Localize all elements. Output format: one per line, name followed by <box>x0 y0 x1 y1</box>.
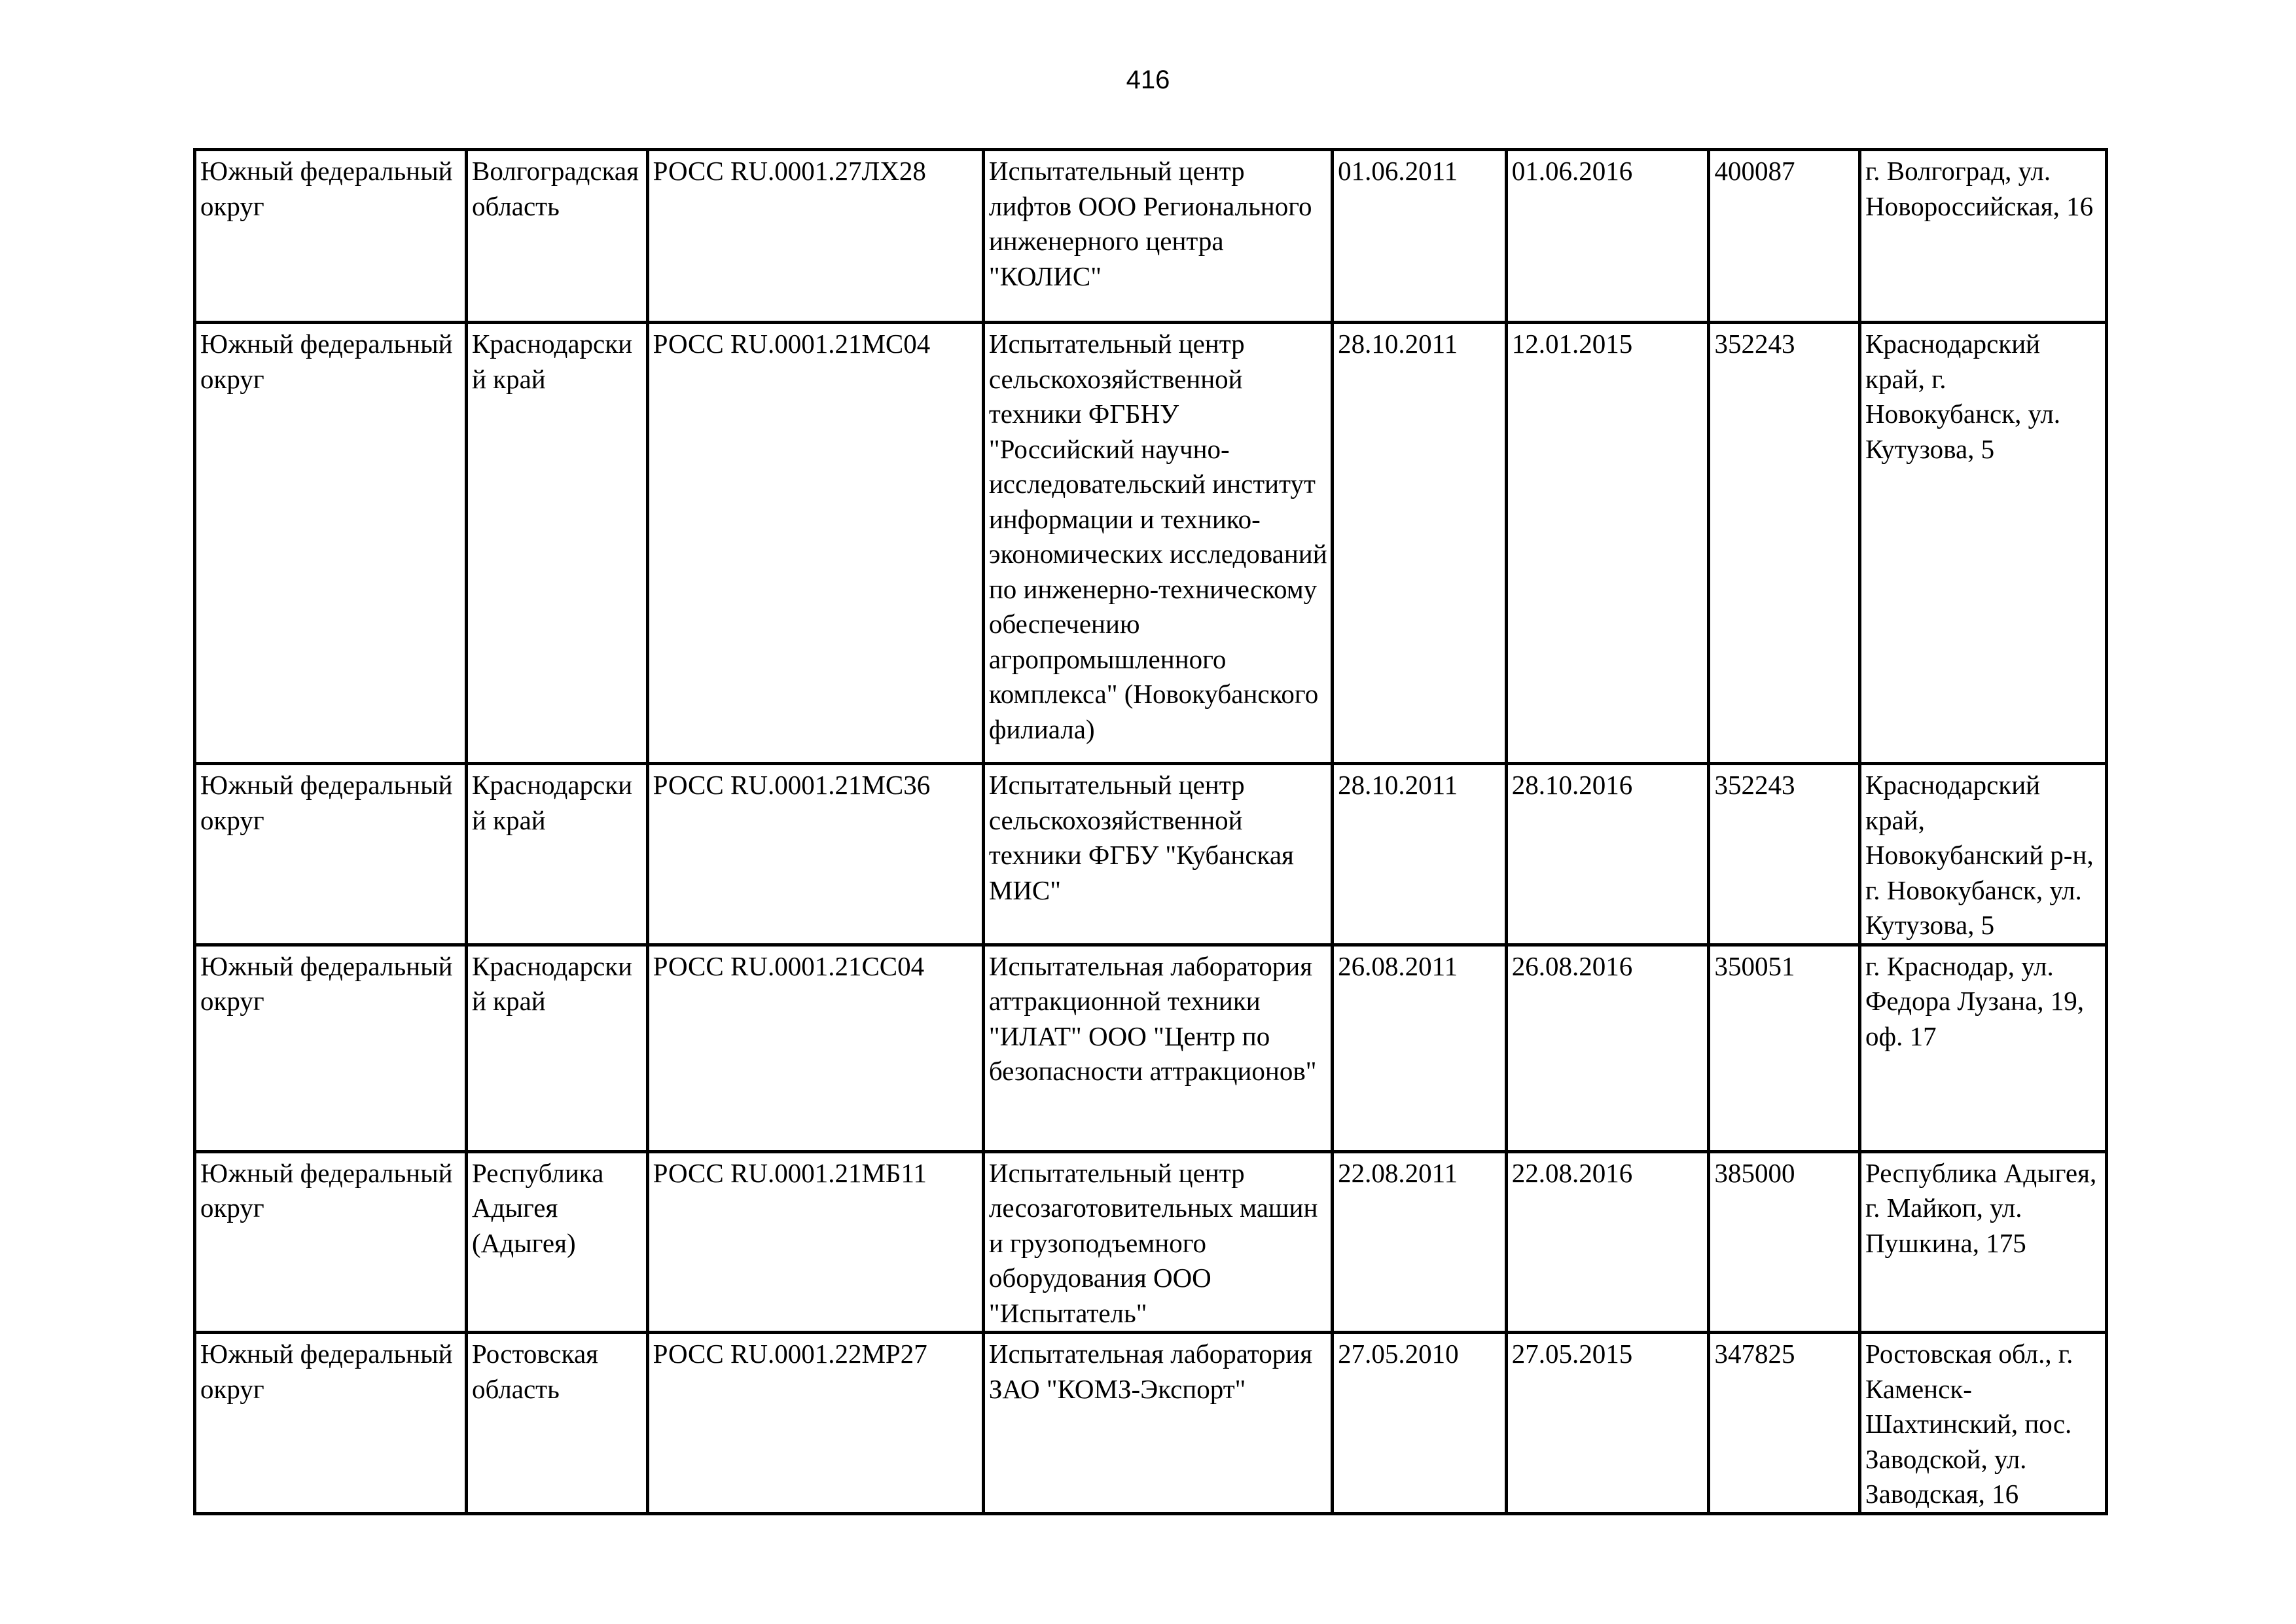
address-cell: г. Волгоград, ул. Новороссийская, 16 <box>1860 150 2107 323</box>
region-cell: Краснодарский край <box>466 323 647 764</box>
registry-table <box>193 148 2108 1515</box>
table-row <box>195 1333 2107 1514</box>
certificate-cell: РОСС RU.0001.21СС04 <box>647 945 983 1151</box>
name-cell: Испытательный центр лифтов ООО Регионального инженерного центра "КОЛИС" <box>983 150 1332 323</box>
district-cell: Южный федеральный округ <box>195 1333 467 1514</box>
certificate-cell: РОСС RU.0001.22МР27 <box>647 1333 983 1514</box>
name-cell: Испытательный центр сельскохозяйственной техники ФГБНУ "Российский научно-исследовательский институт информации и технико-экономических исследований по инженерно-техническому обеспечению агропромышленного комплекса" (Новокубанского филиала) <box>983 323 1332 764</box>
date-issued-cell: 28.10.2011 <box>1333 764 1507 945</box>
region-cell: Ростовская область <box>466 1333 647 1514</box>
region-cell: Волгоградская область <box>466 150 647 323</box>
page-number: 416 <box>1126 65 1170 94</box>
postal-index-cell: 352243 <box>1709 323 1860 764</box>
postal-index-cell: 352243 <box>1709 764 1860 945</box>
name-cell: Испытательная лаборатория аттракционной техники "ИЛАТ" ООО "Центр по безопасности аттракционов" <box>983 945 1332 1151</box>
certificate-cell: РОСС RU.0001.21МС36 <box>647 764 983 945</box>
postal-index-cell: 385000 <box>1709 1151 1860 1333</box>
date-issued-cell: 22.08.2011 <box>1333 1151 1507 1333</box>
table-row <box>195 764 2107 945</box>
name-cell: Испытательный центр лесозаготовительных машин и грузоподъемного оборудования ООО "Испытатель" <box>983 1151 1332 1333</box>
date-expires-cell: 12.01.2015 <box>1506 323 1709 764</box>
postal-index-cell: 350051 <box>1709 945 1860 1151</box>
district-cell: Южный федеральный округ <box>195 323 467 764</box>
address-cell: Краснодарский край, г. Новокубанск, ул. Кутузова, 5 <box>1860 323 2107 764</box>
district-cell: Южный федеральный округ <box>195 764 467 945</box>
name-cell: Испытательная лаборатория ЗАО "КОМЗ-Экспорт" <box>983 1333 1332 1514</box>
address-cell: Республика Адыгея, г. Майкоп, ул. Пушкина, 175 <box>1860 1151 2107 1333</box>
table-row <box>195 945 2107 1151</box>
date-expires-cell: 22.08.2016 <box>1506 1151 1709 1333</box>
region-cell: Краснодарский край <box>466 764 647 945</box>
district-cell: Южный федеральный округ <box>195 150 467 323</box>
date-expires-cell: 26.08.2016 <box>1506 945 1709 1151</box>
table-row <box>195 323 2107 764</box>
date-expires-cell: 01.06.2016 <box>1506 150 1709 323</box>
district-cell: Южный федеральный округ <box>195 945 467 1151</box>
table-row <box>195 150 2107 323</box>
certificate-cell: РОСС RU.0001.27ЛХ28 <box>647 150 983 323</box>
district-cell: Южный федеральный округ <box>195 1151 467 1333</box>
table-row <box>195 1151 2107 1333</box>
certificate-cell: РОСС RU.0001.21МБ11 <box>647 1151 983 1333</box>
date-expires-cell: 27.05.2015 <box>1506 1333 1709 1514</box>
region-cell: Республика Адыгея (Адыгея) <box>466 1151 647 1333</box>
date-issued-cell: 26.08.2011 <box>1333 945 1507 1151</box>
postal-index-cell: 400087 <box>1709 150 1860 323</box>
address-cell: Ростовская обл., г. Каменск-Шахтинский, пос. Заводской, ул. Заводская, 16 <box>1860 1333 2107 1514</box>
date-issued-cell: 27.05.2010 <box>1333 1333 1507 1514</box>
postal-index-cell: 347825 <box>1709 1333 1860 1514</box>
address-cell: г. Краснодар, ул. Федора Лузана, 19, оф. 17 <box>1860 945 2107 1151</box>
name-cell: Испытательный центр сельскохозяйственной техники ФГБУ "Кубанская МИС" <box>983 764 1332 945</box>
date-issued-cell: 28.10.2011 <box>1333 323 1507 764</box>
date-expires-cell: 28.10.2016 <box>1506 764 1709 945</box>
date-issued-cell: 01.06.2011 <box>1333 150 1507 323</box>
certificate-cell: РОСС RU.0001.21МС04 <box>647 323 983 764</box>
address-cell: Краснодарский край, Новокубанский р-н, г. Новокубанск, ул. Кутузова, 5 <box>1860 764 2107 945</box>
region-cell: Краснодарский край <box>466 945 647 1151</box>
